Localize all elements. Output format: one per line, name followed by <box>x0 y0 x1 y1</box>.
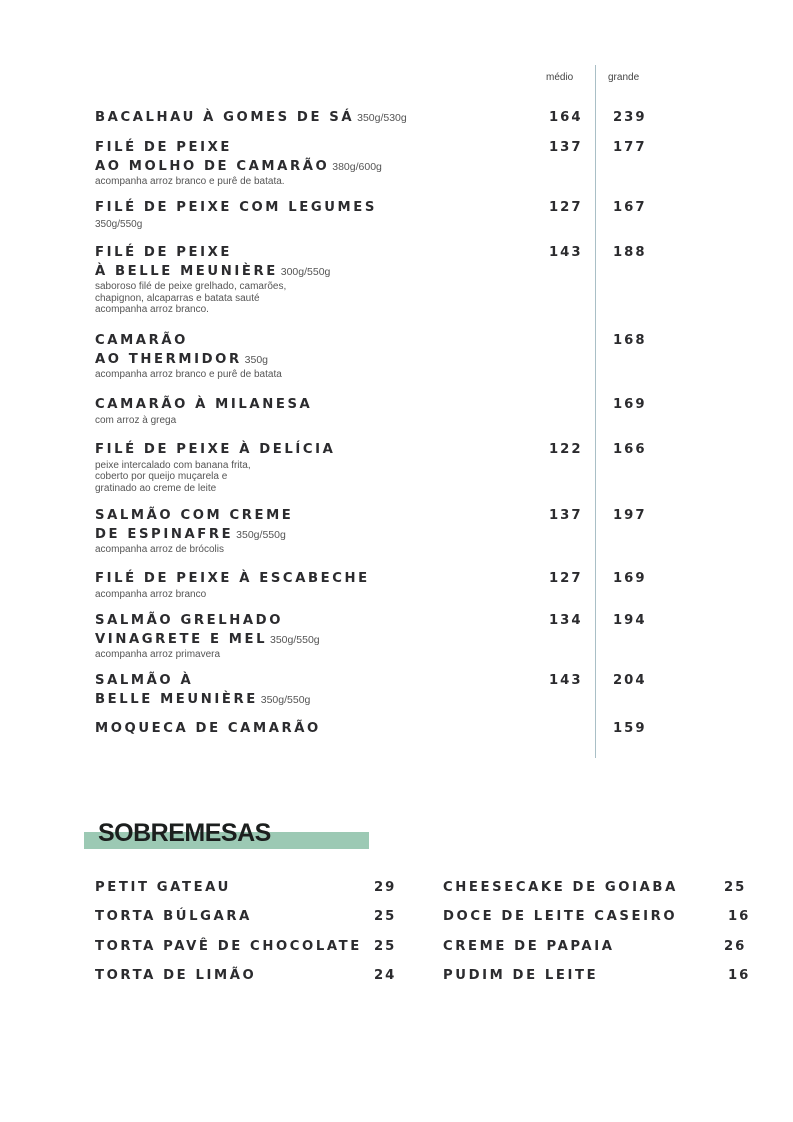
menu-item-name: À BELLE MEUNIÈRE 300g/550g <box>95 263 331 279</box>
menu-item-name: BACALHAU À GOMES DE SÁ 350g/530g <box>95 110 407 125</box>
price-medio: 127 <box>549 200 583 215</box>
menu-item <box>95 570 655 600</box>
menu-item-description: com arroz à grega <box>95 414 177 426</box>
dessert-price: 29 <box>374 880 397 895</box>
menu-item-name: FILÉ DE PEIXE <box>95 140 233 155</box>
menu-item-name: FILÉ DE PEIXE COM LEGUMES <box>95 200 377 215</box>
price-grande: 159 <box>613 721 647 736</box>
menu-item <box>95 332 655 381</box>
menu-item-name: FILÉ DE PEIXE À DELÍCIA <box>95 442 336 457</box>
menu-item-description: acompanha arroz branco e purê de batata. <box>95 176 285 187</box>
price-grande: 168 <box>613 333 647 348</box>
dessert-name: CREME DE PAPAIA <box>443 939 615 954</box>
menu-item-description: acompanha arroz primavera <box>95 649 221 660</box>
menu-item-description: saboroso filé de peixe grelhado, camarões, chapignon, alcaparras e batata sauté acompanha arroz branco. <box>95 281 287 316</box>
menu-item-description: acompanha arroz branco e purê de batata <box>95 369 282 380</box>
price-medio: 122 <box>549 442 583 457</box>
price-grande: 169 <box>613 397 647 412</box>
menu-item <box>95 244 655 316</box>
menu-item-weight: 350g/550g <box>233 528 286 541</box>
menu-item-description: acompanha arroz branco <box>95 588 207 600</box>
menu-item-name: BELLE MEUNIÈRE 350g/550g <box>95 691 311 707</box>
dessert-price: 24 <box>374 968 397 983</box>
price-grande: 194 <box>613 613 647 628</box>
menu-item-name: CAMARÃO À MILANESA <box>95 397 313 412</box>
menu-item-name: SALMÃO COM CREME <box>95 508 294 523</box>
menu-item-name: SALMÃO GRELHADO <box>95 613 284 628</box>
price-grande: 177 <box>613 140 647 155</box>
menu-item-name: DE ESPINAFRE 350g/550g <box>95 526 286 542</box>
price-grande: 239 <box>613 110 647 125</box>
price-medio: 164 <box>549 110 583 125</box>
price-medio: 143 <box>549 245 583 260</box>
menu-item-description: acompanha arroz de brócolis <box>95 544 224 555</box>
dessert-price: 25 <box>724 880 747 895</box>
menu-item-name: FILÉ DE PEIXE <box>95 245 233 260</box>
menu-item-weight: 350g/550g <box>257 693 311 706</box>
dessert-price: 25 <box>374 939 397 954</box>
price-medio: 143 <box>549 673 583 688</box>
dessert-name: TORTA PAVÊ DE CHOCOLATE <box>95 939 362 954</box>
menu-item-name: CAMARÃO <box>95 333 188 348</box>
menu-item-name: AO THERMIDOR 350g <box>95 351 269 367</box>
menu-item <box>95 612 655 661</box>
menu-item-weight: 350g/550g <box>267 633 320 646</box>
price-medio: 127 <box>549 571 583 586</box>
price-grande: 167 <box>613 200 647 215</box>
price-grande: 166 <box>613 442 647 457</box>
dessert-price: 16 <box>728 968 751 983</box>
dessert-price: 26 <box>724 939 747 954</box>
price-medio: 134 <box>549 613 583 628</box>
menu-item-weight: 350g/550g <box>95 218 143 230</box>
menu-item-name: AO MOLHO DE CAMARÃO 380g/600g <box>95 158 382 174</box>
menu-item-weight: 350g/530g <box>354 112 407 124</box>
menu-item-name: SALMÃO À <box>95 673 194 688</box>
menu-item-name: VINAGRETE E MEL 350g/550g <box>95 631 320 647</box>
price-medio: 137 <box>549 508 583 523</box>
price-medio: 137 <box>549 140 583 155</box>
dessert-name: CHEESECAKE DE GOIABA <box>443 880 678 895</box>
menu-item-name: MOQUECA DE CAMARÃO <box>95 721 321 736</box>
menu-item <box>95 672 655 709</box>
menu-item <box>95 507 655 556</box>
price-grande: 169 <box>613 571 647 586</box>
menu-item-name: FILÉ DE PEIXE À ESCABECHE <box>95 571 370 586</box>
menu-item <box>95 441 655 494</box>
dessert-name: PETIT GATEAU <box>95 880 231 895</box>
dessert-price: 25 <box>374 909 397 924</box>
dessert-price: 16 <box>728 909 751 924</box>
dessert-name: PUDIM DE LEITE <box>443 968 599 983</box>
price-grande: 188 <box>613 245 647 260</box>
menu-item-weight: 380g/600g <box>329 160 382 173</box>
dessert-name: TORTA BÚLGARA <box>95 909 252 924</box>
price-grande: 204 <box>613 673 647 688</box>
menu-item <box>95 396 655 426</box>
dessert-name: TORTA DE LIMÃO <box>95 968 257 983</box>
menu-item <box>95 109 655 128</box>
price-grande: 197 <box>613 508 647 523</box>
menu-item <box>95 139 655 188</box>
price-column-header-medio: médio <box>546 72 574 83</box>
price-column-header-grande: grande <box>608 72 640 83</box>
menu-item <box>95 199 655 230</box>
section-title: SOBREMESAS <box>98 819 271 847</box>
menu-item-weight: 350g <box>241 353 269 366</box>
menu-item-description: peixe intercalado com banana frita, coberto por queijo muçarela e gratinado ao creme de leite <box>95 459 251 494</box>
menu-item-weight: 300g/550g <box>277 265 331 278</box>
menu-item <box>95 720 655 739</box>
dessert-name: DOCE DE LEITE CASEIRO <box>443 909 678 924</box>
